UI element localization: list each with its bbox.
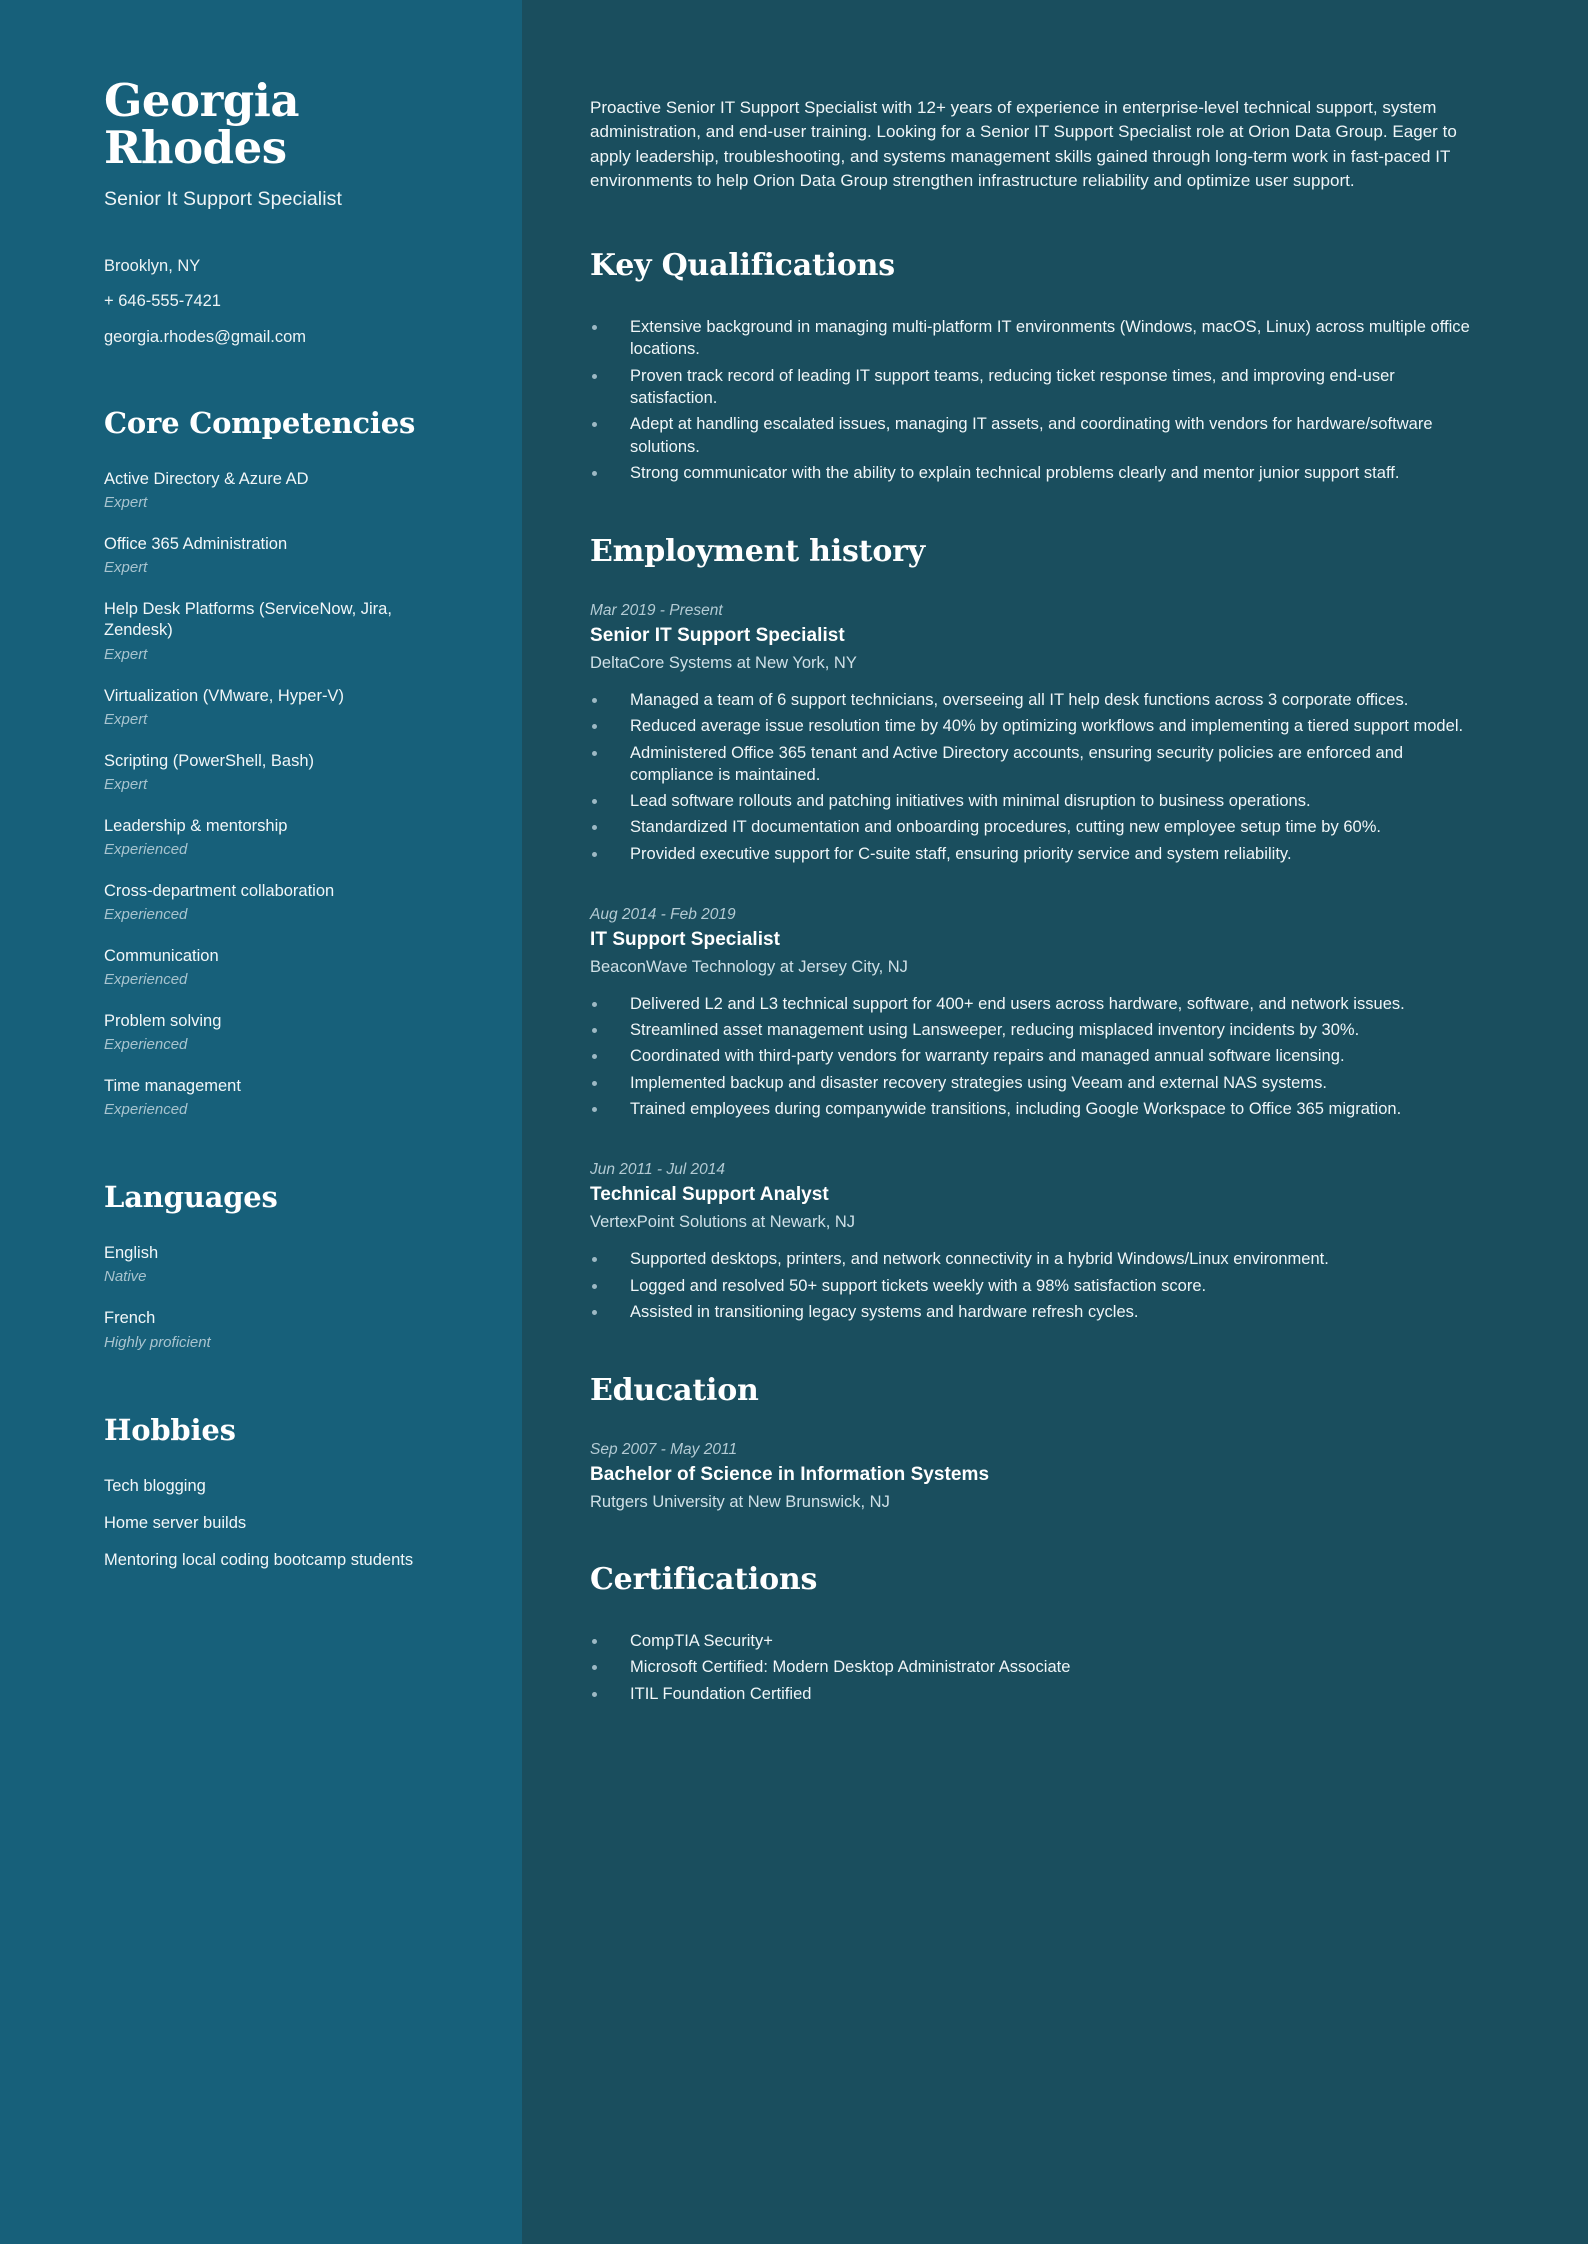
job-dates: Mar 2019 - Present [590,602,723,620]
education-heading: Education [590,1373,759,1409]
job-bullets [590,1248,1470,1323]
certification-item: ITIL Foundation Certified [590,1683,1470,1705]
qualification-item: Proven track record of leading IT support teams, reducing ticket response times, and improving end-user satisfaction. [590,365,1470,410]
contact-phone: + 646-555-7421 [104,292,221,311]
skill-name: Scripting (PowerShell, Bash) [104,751,315,770]
qualification-item: Adept at handling escalated issues, managing IT assets, and coordinating with vendors for hardware/software solutions. [590,413,1470,458]
languages-heading: Languages [104,1180,278,1215]
skill-name: Leadership & mentorship [104,816,288,835]
contact-location: Brooklyn, NY [104,256,201,275]
education-school: Rutgers University at New Brunswick, NJ [590,1493,890,1512]
job-bullet: Streamlined asset management using Lansweeper, reducing misplaced inventory incidents by 30%. [590,1019,1470,1041]
job-bullet: Managed a team of 6 support technicians, overseeing all IT help desk functions across 3 corporate offices. [590,689,1470,711]
contact-email: georgia.rhodes@gmail.com [104,327,307,346]
language-name: French [104,1309,156,1328]
job-bullet: Trained employees during companywide transitions, including Google Workspace to Office 365 migration. [590,1098,1470,1120]
skill-level: Experienced [104,1101,188,1119]
job-bullet: Implemented backup and disaster recovery strategies using Veeam and external NAS systems. [590,1072,1470,1094]
main-content [522,0,1588,2244]
education-degree: Bachelor of Science in Information Systems [590,1464,990,1486]
hobby-item: Tech blogging [104,1476,206,1495]
sidebar [0,0,522,2244]
skill-level: Expert [104,645,148,663]
key-qualifications-heading: Key Qualifications [590,248,895,284]
employment-history-heading: Employment history [590,534,925,570]
employment-history-section [590,534,1470,1323]
languages-list [104,1243,462,1351]
job-dates: Aug 2014 - Feb 2019 [590,905,736,923]
certification-item: CompTIA Security+ [590,1630,1470,1652]
key-qualifications-list [590,316,1470,484]
contact-details [104,258,462,346]
skill-item [104,599,462,663]
core-competencies-heading: Core Competencies [104,406,416,441]
skill-item [104,534,462,577]
job-company: VertexPoint Solutions at Newark, NJ [590,1213,856,1232]
professional-summary: Proactive Senior IT Support Specialist with 12+ years of experience in enterprise-level technical support, system administration, and end-user training. Looking for a Senior IT Support Specialist role at Orion Data Group. Eager to apply leadership, troubleshooting, and systems management skills gained through long-term work in fast-paced IT environments to help Orion Data Group strengthen infrastructure reliability and optimize user support. [590,98,1457,190]
candidate-name [104,74,462,174]
skill-level: Expert [104,494,148,512]
skill-level: Experienced [104,971,188,989]
job-role: Technical Support Analyst [590,1184,829,1206]
language-level: Native [104,1268,147,1286]
skill-name: Cross-department collaboration [104,881,335,900]
certification-item: Microsoft Certified: Modern Desktop Administrator Associate [590,1656,1470,1678]
education-section [590,1373,1470,1512]
candidate-job-title: Senior It Support Specialist [104,187,343,210]
job-bullet: Logged and resolved 50+ support tickets weekly with a 98% satisfaction score. [590,1275,1470,1297]
skill-item [104,881,462,924]
language-name: English [104,1244,159,1263]
skill-level: Expert [104,775,148,793]
language-item [104,1243,462,1286]
job-role: Senior IT Support Specialist [590,625,845,647]
skill-level: Experienced [104,1036,188,1054]
language-item [104,1308,462,1351]
job-bullets [590,689,1470,865]
skill-item [104,1076,462,1119]
job-bullet: Supported desktops, printers, and network connectivity in a hybrid Windows/Linux environment. [590,1248,1470,1270]
skill-name: Virtualization (VMware, Hyper-V) [104,686,344,705]
certifications-heading: Certifications [590,1562,818,1598]
skill-name: Communication [104,946,219,965]
skill-level: Expert [104,559,148,577]
job-bullet: Delivered L2 and L3 technical support for 400+ end users across hardware, software, and network issues. [590,993,1470,1015]
job-bullet: Reduced average issue resolution time by 40% by optimizing workflows and implementing a tiered support model. [590,715,1470,737]
certifications-section [590,1562,1470,1705]
job-bullet: Assisted in transitioning legacy systems and hardware refresh cycles. [590,1301,1470,1323]
skill-name: Time management [104,1077,241,1096]
job-bullet: Administered Office 365 tenant and Active Directory accounts, ensuring security policies are enforced and compliance is maintained. [590,742,1470,787]
skill-item [104,1011,462,1054]
job-bullet: Provided executive support for C-suite staff, ensuring priority service and system reliability. [590,843,1470,865]
job-company: BeaconWave Technology at Jersey City, NJ [590,957,908,976]
skill-name: Help Desk Platforms (ServiceNow, Jira, Zendesk) [104,600,392,640]
qualification-item: Extensive background in managing multi-platform IT environments (Windows, macOS, Linux) across multiple office locations. [590,316,1470,361]
skill-item [104,816,462,859]
job-bullet: Coordinated with third-party vendors for warranty repairs and managed annual software licensing. [590,1045,1470,1067]
skill-item [104,946,462,989]
hobby-item: Home server builds [104,1513,247,1532]
skill-level: Experienced [104,905,188,923]
skill-level: Experienced [104,840,188,858]
hobbies-heading: Hobbies [104,1412,236,1447]
job-dates: Jun 2011 - Jul 2014 [590,1161,726,1179]
skill-name: Problem solving [104,1012,222,1031]
hobby-item: Mentoring local coding bootcamp students [104,1551,414,1570]
skill-name: Active Directory & Azure AD [104,470,309,489]
skill-item [104,686,462,729]
candidate-first-name: Georgia [104,74,300,127]
skill-level: Expert [104,710,148,728]
skill-item [104,751,462,794]
job-entry [590,1161,1470,1323]
skill-item [104,469,462,512]
key-qualifications-section [590,248,1470,484]
skill-name: Office 365 Administration [104,535,288,554]
job-company: DeltaCore Systems at New York, NY [590,654,857,673]
qualification-item: Strong communicator with the ability to explain technical problems clearly and mentor junior support staff. [590,462,1470,484]
education-entry [590,1441,1470,1512]
core-competencies-list [104,469,462,1119]
job-role: IT Support Specialist [590,928,781,950]
education-dates: Sep 2007 - May 2011 [590,1441,738,1459]
hobbies-list [104,1476,462,1572]
job-bullets [590,993,1470,1120]
language-level: Highly proficient [104,1333,211,1351]
certifications-list [590,1630,1470,1705]
job-entry [590,602,1470,865]
job-entry [590,906,1470,1120]
job-bullet: Lead software rollouts and patching initiatives with minimal disruption to business operations. [590,790,1470,812]
candidate-last-name: Rhodes [104,120,287,174]
job-bullet: Standardized IT documentation and onboarding procedures, cutting new employee setup time by 60%. [590,816,1470,838]
